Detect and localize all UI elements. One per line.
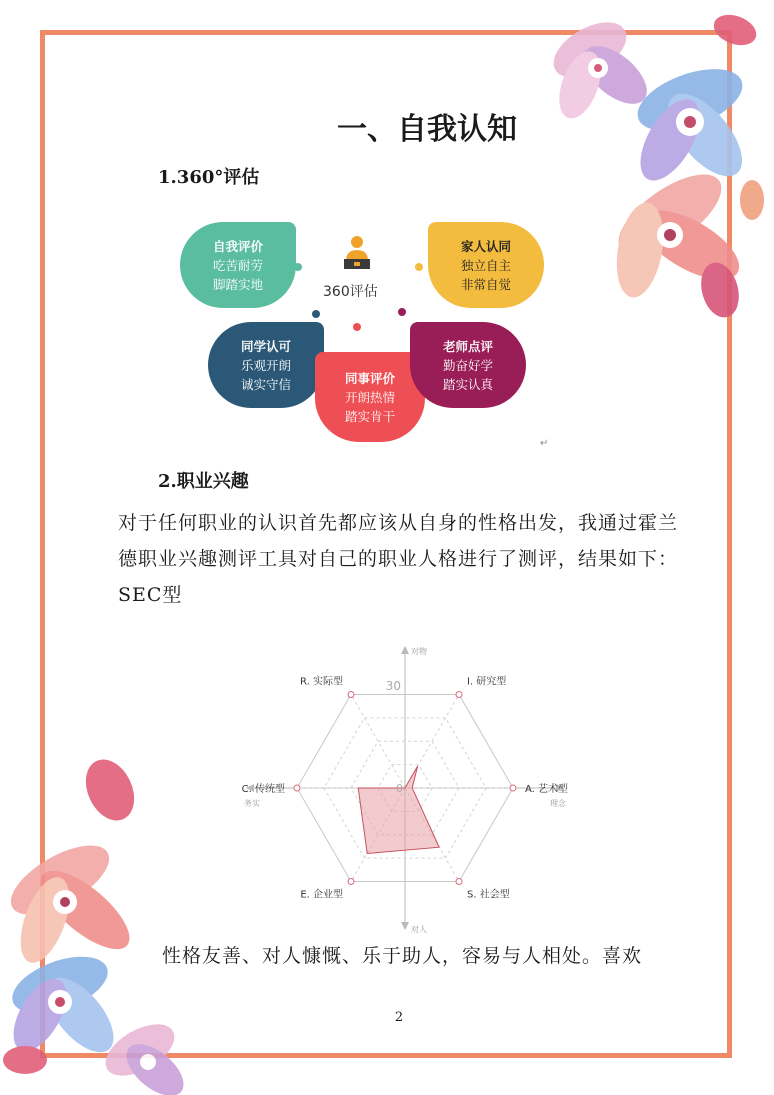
radar-vertex-marker — [456, 879, 462, 885]
body-paragraph-continued: 性格友善、对人慷慨、乐于助人，容易与人相处。喜欢 — [162, 945, 643, 967]
radar-vertex-marker — [456, 691, 462, 697]
flower-decoration-top-right — [520, 0, 774, 340]
blob-classmate-recognition — [208, 322, 324, 408]
center-label: 360评估 — [323, 284, 378, 300]
axis-arrow — [401, 646, 409, 654]
radar-direction-label: 务实 — [244, 799, 260, 808]
connector-dot — [353, 323, 361, 331]
section-heading-360: 1.360°评估 — [158, 167, 260, 188]
blob-title: 家人认同 — [460, 238, 511, 254]
holland-radar-chart — [240, 640, 570, 940]
blob-text: 踏实肯干 — [344, 408, 395, 424]
flower-decoration-bottom-left — [0, 730, 200, 1095]
connector-dot — [294, 263, 302, 271]
radar-min-label: 0 — [396, 782, 403, 795]
blob-text: 开朗热情 — [344, 389, 395, 405]
person-at-desk-icon — [344, 235, 370, 269]
blob-text: 勤奋好学 — [442, 357, 493, 373]
radar-axis-label: E. 企业型 — [300, 889, 343, 901]
blob-text: 吃苦耐劳 — [212, 257, 263, 273]
radar-axis-label: A. 艺术型 — [525, 784, 569, 795]
blob-self-evaluation — [180, 222, 296, 308]
radar-max-label: 30 — [385, 679, 401, 694]
blob-text: 诚实守信 — [240, 376, 291, 392]
radar-direction-label: 理念 — [550, 799, 566, 808]
radar-vertex-marker — [510, 785, 516, 791]
section-heading-career-interest: 2.职业兴趣 — [158, 471, 249, 492]
blob-family-recognition — [428, 222, 544, 308]
blob-text: 乐观开朗 — [240, 357, 291, 373]
blob-text: 脚踏实地 — [212, 276, 263, 292]
blob-title: 自我评价 — [212, 238, 263, 254]
page-title: 一、自我认知 — [337, 112, 517, 147]
radar-axis-label: R. 实际型 — [300, 676, 343, 688]
radar-direction-label: 对物 — [411, 647, 427, 656]
blob-colleague-evaluation — [315, 352, 425, 442]
radar-vertex-marker — [294, 785, 300, 791]
radar-axis-label: I. 研究型 — [467, 676, 507, 688]
body-paragraph: 对于任何职业的认识首先都应该从自身的性格出发，我通过霍兰德职业兴趣测评工具对自己的职业人格进行了测评，结果如下：SEC型 — [118, 512, 679, 606]
blob-text: 踏实认真 — [442, 376, 493, 392]
axis-arrow — [401, 922, 409, 930]
blob-teacher-comment — [410, 322, 526, 408]
connector-dot — [312, 310, 320, 318]
blob-text: 非常自觉 — [460, 276, 511, 292]
radar-axis-label: C. 传统型 — [241, 784, 285, 795]
radar-direction-label: 对人 — [411, 925, 427, 934]
connector-dot — [398, 308, 406, 316]
blob-text: 独立自主 — [460, 257, 511, 273]
connector-dot — [415, 263, 423, 271]
blob-title: 同学认可 — [240, 338, 291, 354]
radar-vertex-marker — [348, 691, 354, 697]
blob-title: 同事评价 — [344, 370, 395, 386]
page-number: 2 — [394, 1010, 404, 1025]
paragraph-mark-icon: ↵ — [540, 438, 549, 449]
radar-axis-label: S. 社会型 — [467, 889, 510, 901]
radar-vertex-marker — [348, 879, 354, 885]
blob-title: 老师点评 — [442, 338, 493, 354]
